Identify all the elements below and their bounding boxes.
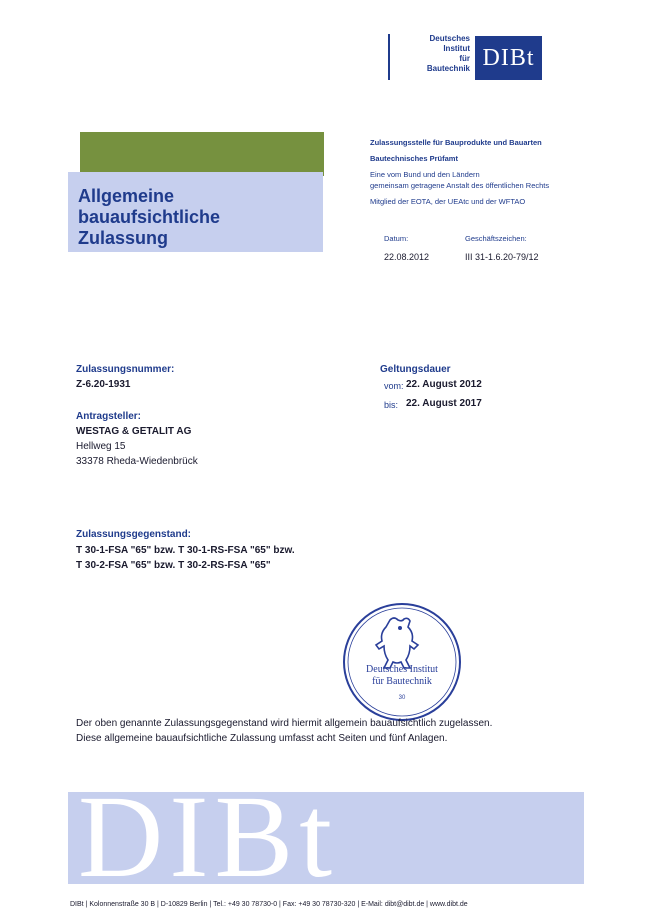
info-line: Mitglied der EOTA, der UEAtc und der WFTAO <box>370 197 526 206</box>
official-seal <box>340 600 464 724</box>
geschaeftszeichen-label: Geschäftszeichen: <box>465 234 527 243</box>
geltungsdauer-from-value: 22. August 2012 <box>406 379 482 390</box>
info-line: Zulassungsstelle für Bauprodukte und Bauarten <box>370 138 542 147</box>
footer-contact-line: DIBt | Kolonnenstraße 30 B | D-10829 Berlin | Tel.: +49 30 78730-0 | Fax: +49 30 78730-320 | E-Mail: dibt@dibt.de | www.dibt.de <box>70 901 468 908</box>
dibt-logo: DIBt <box>475 36 542 80</box>
antragsteller-street: Hellweg 15 <box>76 441 126 452</box>
zulassungsnummer-value: Z-6.20-1931 <box>76 379 131 390</box>
title-line: Zulassung <box>78 228 169 248</box>
gegenstand-line: T 30-2-FSA "65" bzw. T 30-2-RS-FSA "65" <box>76 560 271 571</box>
info-line: Bautechnisches Prüfamt <box>370 154 458 163</box>
document-title <box>78 186 318 249</box>
statement-line: Diese allgemeine bauaufsichtliche Zulassung umfasst acht Seiten und fünf Anlagen. <box>76 733 448 744</box>
antragsteller-label: Antragsteller: <box>76 411 142 422</box>
geltungsdauer-to-label: bis: <box>384 400 399 410</box>
seal-text: für Bautechnik <box>372 676 432 687</box>
logo-text-line: Bautechnik <box>426 64 470 73</box>
geltungsdauer-label: Geltungsdauer <box>380 364 451 375</box>
seal-number: 30 <box>398 695 406 701</box>
datum-label: Datum: <box>384 234 409 243</box>
datum-value: 22.08.2012 <box>384 252 430 262</box>
gegenstand-label: Zulassungsgegenstand: <box>76 529 192 540</box>
gegenstand-line: T 30-1-FSA "65" bzw. T 30-1-RS-FSA "65" bzw. <box>76 545 295 556</box>
geltungsdauer-from-label: vom: <box>384 381 404 391</box>
logo-divider <box>388 34 390 80</box>
antragsteller-name: WESTAG & GETALIT AG <box>76 426 192 437</box>
footer-band <box>68 792 584 884</box>
logo-text-line: Institut <box>443 44 470 53</box>
antragsteller-city: 33378 Rheda-Wiedenbrück <box>76 456 198 467</box>
seal-text: Deutsches Institut <box>366 664 438 675</box>
logo-text-line: für <box>459 54 470 63</box>
berlin-bear-icon <box>376 618 418 668</box>
info-line: Eine vom Bund und den Ländern <box>370 170 480 179</box>
info-line: gemeinsam getragene Anstalt des öffentlichen Rechts <box>370 181 550 190</box>
logo-text-line: Deutsches <box>429 34 470 43</box>
footer-dibt-watermark: DIBt <box>78 792 338 884</box>
zulassungsnummer-label: Zulassungsnummer: <box>76 364 175 375</box>
statement-line: Der oben genannte Zulassungsgegenstand wird hiermit allgemein bauaufsichtlich zugelassen. <box>76 718 493 729</box>
title-line: bauaufsichtliche <box>78 207 221 227</box>
logo-institute-name <box>400 34 470 74</box>
title-line: Allgemeine <box>78 186 175 206</box>
geltungsdauer-to-value: 22. August 2017 <box>406 398 482 409</box>
title-accent-bar <box>80 132 324 176</box>
geschaeftszeichen-value: III 31-1.6.20-79/12 <box>465 252 539 262</box>
